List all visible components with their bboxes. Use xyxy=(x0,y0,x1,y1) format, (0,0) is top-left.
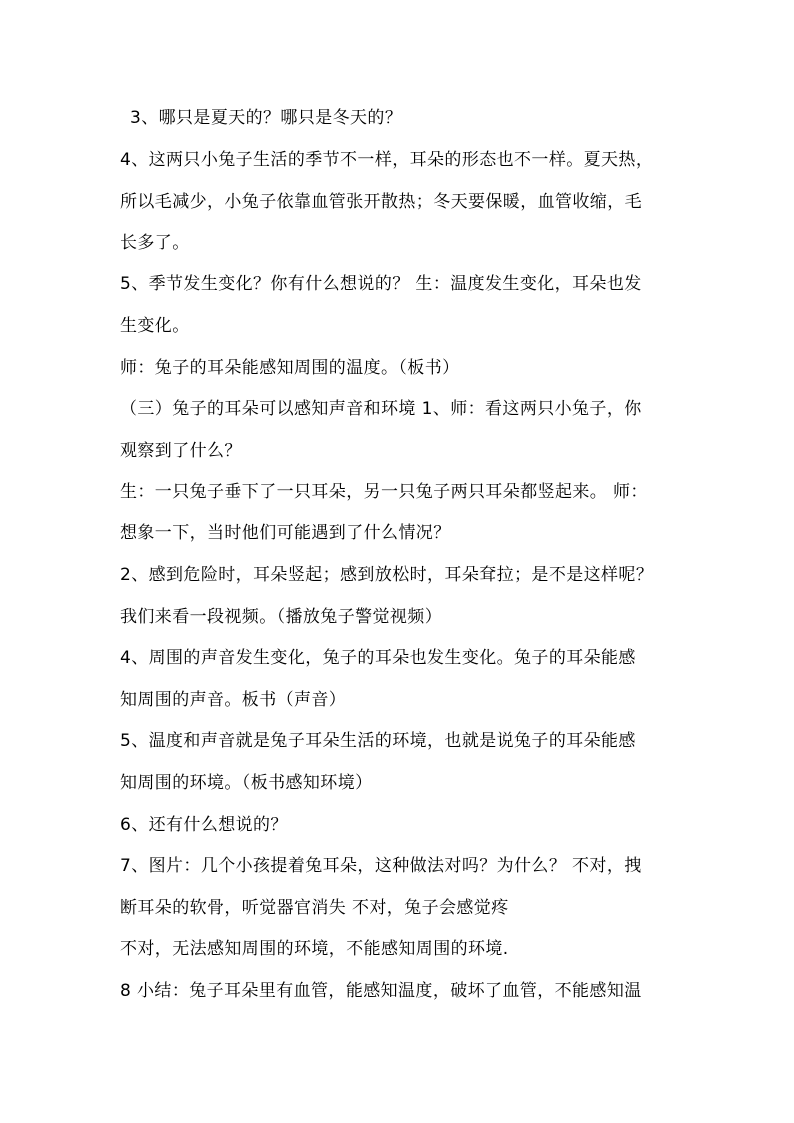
text-line: 师：兔子的耳朵能感知周围的温度。（板书） xyxy=(120,358,460,378)
text-line: （三）兔子的耳朵可以感知声音和环境 1、师：看这两只小兔子，你 xyxy=(120,399,642,419)
text-line: 知周围的环境。（板书感知环境） xyxy=(120,773,373,793)
text-line: 所以毛减少，小兔子依靠血管张开散热；冬天要保暖，血管收缩，毛 xyxy=(120,192,642,212)
text-line: 不对，无法感知周围的环境，不能感知周围的环境. xyxy=(120,939,509,959)
text-line: 生：一只兔子垂下了一只耳朵，另一只兔子两只耳朵都竖起来。 师： xyxy=(120,482,648,502)
text-line: 观察到了什么？ xyxy=(120,441,242,461)
text-line: 知周围的声音。板书（声音） xyxy=(120,690,347,710)
text-line: 5、温度和声音就是兔子耳朵生活的环境，也就是说兔子的耳朵能感 xyxy=(120,731,636,751)
text-line: 4、周围的声音发生变化，兔子的耳朵也发生变化。兔子的耳朵能感 xyxy=(120,648,636,668)
text-line: 长多了。 xyxy=(120,233,190,253)
text-line: 8 小结：兔子耳朵里有血管，能感知温度，破坏了血管，不能感知温 xyxy=(120,981,642,1001)
text-line: 断耳朵的软骨，听觉器官消失 不对，兔子会感觉疼 xyxy=(120,898,509,918)
text-line: 3、哪只是夏天的？哪只是冬天的？ xyxy=(130,108,403,128)
text-line: 我们来看一段视频。（播放兔子警觉视频） xyxy=(120,607,443,627)
text-line: 生变化。 xyxy=(120,316,190,336)
text-line: 2、感到危险时，耳朵竖起；感到放松时，耳朵耷拉；是不是这样呢？ xyxy=(120,565,654,585)
text-line: 7、图片：几个小孩提着兔耳朵，这种做法对吗？为什么？ 不对，拽 xyxy=(120,856,642,876)
text-line: 想象一下，当时他们可能遇到了什么情况？ xyxy=(120,523,451,543)
text-line: 6、还有什么想说的？ xyxy=(120,815,288,835)
text-line: 4、这两只小兔子生活的季节不一样，耳朵的形态也不一样。夏天热， xyxy=(120,150,654,170)
text-line: 5、季节发生变化？你有什么想说的？ 生：温度发生变化，耳朵也发 xyxy=(120,274,642,294)
